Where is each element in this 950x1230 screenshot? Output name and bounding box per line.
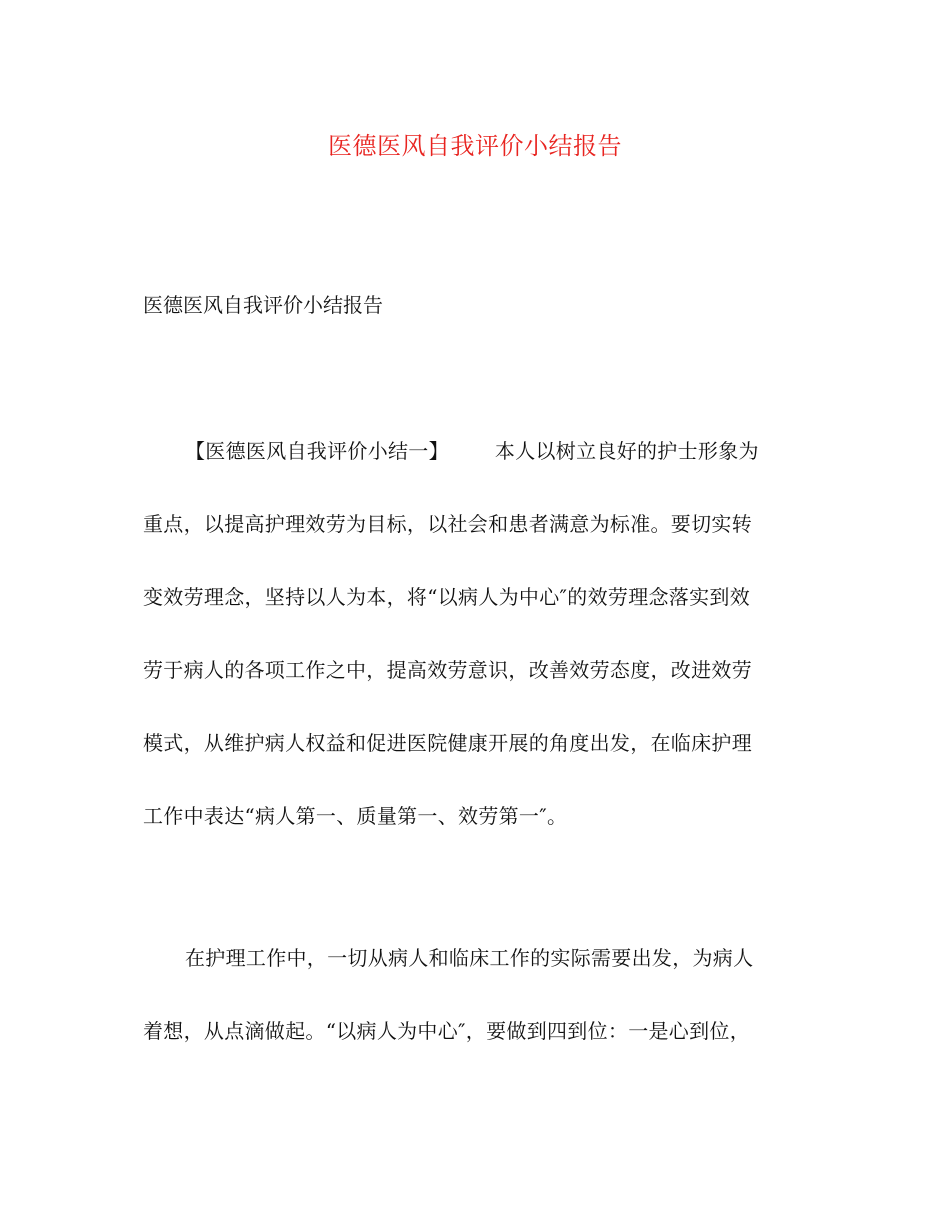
paragraph-line: 变效劳理念，坚持以人为本，将“以病人为中心″的效劳理念落实到效 — [143, 585, 750, 609]
section-heading: 【医德医风自我评价小结一】 — [185, 439, 449, 463]
document-subtitle: 医德医风自我评价小结报告 — [143, 293, 383, 317]
paragraph-line: 劳于病人的各项工作之中，提高效劳意识，改善效劳态度，改进效劳 — [143, 658, 752, 682]
paragraph-line: 模式，从维护病人权益和促进医院健康开展的角度出发，在临床护理 — [143, 731, 752, 755]
paragraph-line — [143, 415, 823, 488]
paragraph-line: 着想，从点滴做起。“以病人为中心″，要做到四到位：一是心到位， — [143, 1019, 750, 1043]
paragraph-1 — [143, 415, 823, 853]
paragraph-2 — [143, 922, 823, 1068]
paragraph-line: 重点，以提高护理效劳为目标，以社会和患者满意为标准。要切实转 — [143, 512, 752, 536]
document-title: 医德医风自我评价小结报告 — [328, 132, 622, 160]
paragraph-text: 本人以树立良好的护士形象为 — [494, 439, 759, 463]
paragraph-line: 工作中表达“病人第一、质量第一、效劳第一″。 — [143, 804, 568, 828]
paragraph-line: 在护理工作中，一切从病人和临床工作的实际需要出发，为病人 — [185, 946, 754, 970]
